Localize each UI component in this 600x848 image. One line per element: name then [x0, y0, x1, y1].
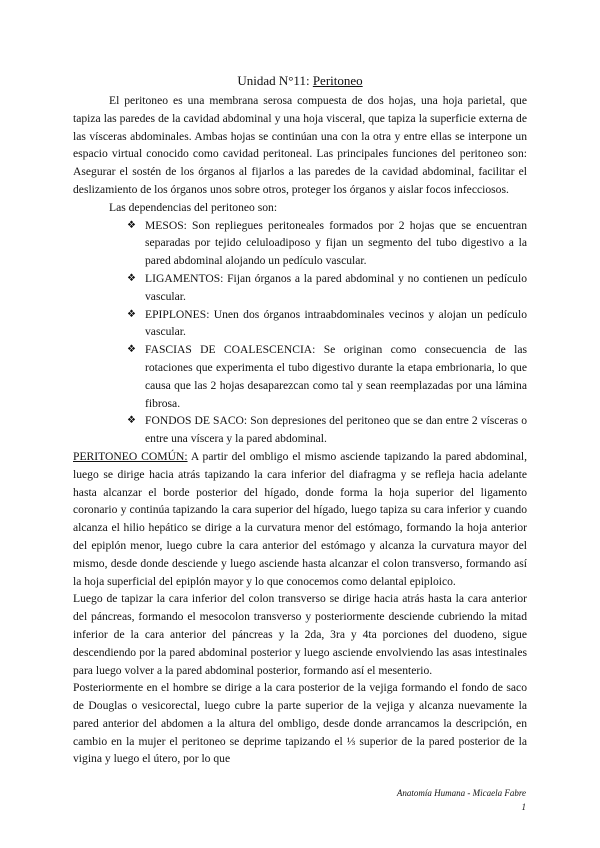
document-page [73, 72, 527, 768]
list-item-text: FONDOS DE SACO: Son depresiones del peritoneo que se dan entre 2 vísceras o entre una víscera y la pared abdominal. [145, 414, 527, 446]
mesenterio-paragraph: Luego de tapizar la cara inferior del colon transverso se dirige hacia atrás hasta la cara anterior del páncreas, formando el mesocolon transverso y posteriormente desciende cubriendo la mitad inferior de la cara anterior del páncreas y la 2da, 3ra y 4ta porciones del duodeno, sigue descendiendo por la pared abdominal posterior y luego asciende envolviendo las asas intestinales para luego volver a la pared abdominal posterior, formando así el mesenterio. [73, 592, 527, 677]
douglas-paragraph: Posteriormente en el hombre se dirige a la cara posterior de la vejiga formando el fondo de saco de Douglas o vesicorectal, luego cubre la parte superior de la vejiga y alcanza nuevamente la pared anterior del abdomen a la altura del ombligo, desde donde arrancamos la descripción, en cambio en la mujer el peritoneo se deprime tapizando el ⅓ superior de la pared posterior de la vigina y luego el útero, por lo que [73, 681, 527, 766]
diamond-bullet-icon: ❖ [127, 272, 136, 284]
section-heading: PERITONEO COMÚN: [73, 449, 188, 463]
list-item [127, 270, 527, 306]
title-topic: Peritoneo [312, 73, 363, 88]
diamond-bullet-icon: ❖ [127, 219, 136, 231]
diamond-bullet-icon: ❖ [127, 415, 136, 427]
list-item-text: EPIPLONES: Unen dos órganos intraabdominales vecinos y alojan un pedículo vascular. [145, 307, 527, 339]
diamond-bullet-icon: ❖ [127, 344, 136, 356]
page-number: 1 [521, 802, 526, 812]
list-item [127, 217, 527, 270]
page-footer [397, 786, 526, 814]
intro-paragraph: El peritoneo es una membrana serosa compuesta de dos hojas, una hoja parietal, que tapiza las paredes de la cavidad abdominal y una hoja visceral, que tapiza la superficie externa de las vísceras abdominales. Ambas hojas se continúan una con la otra y entre ellas se interpone un espacio virtual conocido como cavidad peritoneal. Las principales funciones del peritoneo son: Asegurar el sostén de los órganos al fijarlos a las paredes de la cavidad abdominal, facilitar el deslizamiento de los órganos unos sobre otros, proteger los órganos y aislar focos infecciosos. [73, 94, 527, 196]
paragraph-text: A partir del ombligo el mismo asciende tapizando la pared abdominal, luego se dirige hacia atrás tapizando la cara inferior del diafragma y se refleja hacia adelante hasta alcanzar el borde posterior del hígado, donde forma la hoja superior del ligamento coronario y continúa tapizando la cara superior del hígado, luego tapiza su cara inferior y cuando alcanza el hilio hepático se dirige a la curvatura menor del estómago, formando la hoja anterior del epiplón menor, luego cubre la cara anterior del estómago y alcanza la curvatura mayor del mismo, desde donde desciende y luego asciende hasta alcanzar el colon transverso, formando así la hoja superficial del epiplón mayor y lo que conocemos como delantal epiploico. [73, 449, 527, 588]
diamond-bullet-icon: ❖ [127, 308, 136, 320]
peritoneo-comun-paragraph [73, 448, 527, 590]
list-item-text: MESOS: Son repliegues peritoneales formados por 2 hojas que se encuentran separadas por tejido celuloadiposo y fijan un segmento del tubo digestivo a la pared abdominal alojando un pedículo vascular. [145, 218, 527, 268]
dependencies-list [73, 217, 527, 448]
list-item [127, 306, 527, 342]
footer-author: Anatomía Humana - Micaela Fabre [396, 788, 526, 798]
list-item [127, 412, 527, 448]
page-title [73, 72, 527, 89]
title-prefix: Unidad N°11: [237, 73, 313, 88]
list-item [127, 341, 527, 412]
list-item-text: FASCIAS DE COALESCENCIA: Se originan como consecuencia de las rotaciones que experimenta el tubo digestivo durante la etapa embrionaria, lo que causa que las 2 hojas desaparezcan como tal y sean reemplazadas por una lámina fibrosa. [145, 343, 527, 410]
list-item-text: LIGAMENTOS: Fijan órganos a la pared abdominal y no contienen un pedículo vascular. [145, 271, 527, 303]
dependencies-heading: Las dependencias del peritoneo son: [109, 200, 278, 214]
